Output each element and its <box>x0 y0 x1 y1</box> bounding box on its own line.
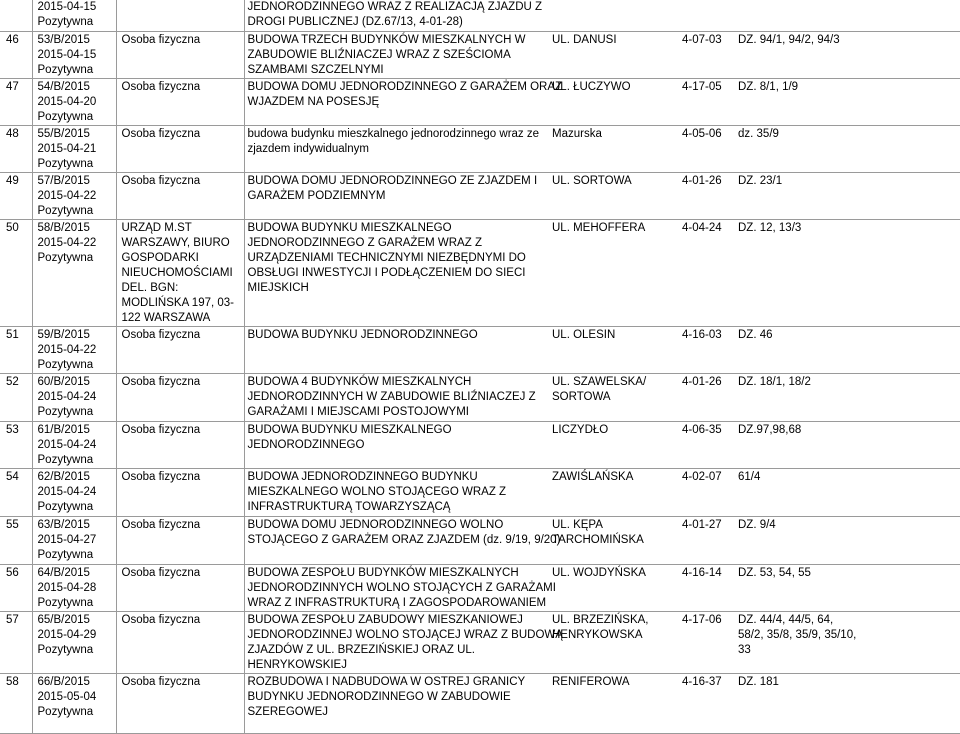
description-text: ZJAZDÓW Z UL. BRZEZIŃSKIEJ ORAZ UL. <box>247 644 475 656</box>
decision-result: Pozytywna <box>37 64 94 76</box>
investor-text: Osoba fizyczna <box>121 519 201 531</box>
cell-obreb <box>682 469 738 517</box>
cell-investor <box>116 126 244 173</box>
cell-description <box>244 32 552 79</box>
decision-result: Pozytywna <box>37 158 94 170</box>
decision-date: 2015-04-24 <box>37 439 97 451</box>
decision-number: 55/B/2015 <box>37 128 90 140</box>
street-text: ZAWIŚLAŃSKA <box>552 471 634 483</box>
description-text: GARAŻEM PODZIEMNYM <box>247 190 386 202</box>
row-number: 54 <box>6 471 19 483</box>
cell-street <box>552 422 682 469</box>
decision-result: Pozytywna <box>37 406 94 418</box>
plots-text: DZ. 23/1 <box>738 175 783 187</box>
plots-text: DZ. 46 <box>738 329 773 341</box>
plots-text: DZ. 181 <box>738 676 779 688</box>
decision-date: 2015-04-21 <box>37 143 97 155</box>
table-row <box>0 0 960 32</box>
decision-number: 58/B/2015 <box>37 222 90 234</box>
street-text: UL. KĘPA <box>552 519 603 531</box>
cell-no <box>0 32 32 79</box>
table-row <box>0 422 960 469</box>
cell-obreb <box>682 173 738 220</box>
street-text: UL. DANUSI <box>552 34 617 46</box>
description-text: MIEJSKICH <box>247 282 309 294</box>
cell-no <box>0 220 32 327</box>
description-text: URZĄDZENIAMI TECHNICZNYMI NIEZBĘDNYMI DO <box>247 252 526 264</box>
row-number: 52 <box>6 376 19 388</box>
plots-text: dz. 35/9 <box>738 128 779 140</box>
decision-date: 2015-04-24 <box>37 486 97 498</box>
description-text: DROGI PUBLICZNEJ (DZ.67/13, 4-01-28) <box>247 16 463 28</box>
cell-decision <box>32 612 116 674</box>
decision-number: 2015-04-15 <box>37 1 97 13</box>
cell-no <box>0 126 32 173</box>
row-number: 48 <box>6 128 19 140</box>
cell-investor <box>116 220 244 327</box>
description-text: BUDOWA 4 BUDYNKÓW MIESZKALNYCH <box>247 376 472 388</box>
cell-description <box>244 612 563 674</box>
cell-investor <box>116 79 244 126</box>
description-text: JEDNORODZINNEJ WOLNO STOJĄCEJ WRAZ Z BUDOWĄ <box>247 629 563 641</box>
decision-date: 2015-04-15 <box>37 49 97 61</box>
cell-no <box>0 0 32 32</box>
decision-number: 66/B/2015 <box>37 676 90 688</box>
investor-text: WARSZAWY, BIURO <box>121 237 230 249</box>
cell-obreb <box>682 220 738 327</box>
decision-result: Pozytywna <box>37 359 94 371</box>
investor-text: Osoba fizyczna <box>121 471 201 483</box>
street-text: UL. BRZEZIŃSKA, <box>552 614 649 626</box>
table-row <box>0 126 960 173</box>
cell-no <box>0 674 32 734</box>
cell-no <box>0 327 32 374</box>
description-text: WJAZDEM NA POSESJĘ <box>247 96 380 108</box>
investor-text: Osoba fizyczna <box>121 567 201 579</box>
cell-description <box>244 126 552 173</box>
cell-description <box>244 469 552 517</box>
cell-decision <box>32 374 116 422</box>
description-text: BUDOWA TRZECH BUDYNKÓW MIESZKALNYCH W <box>247 34 526 46</box>
decision-date: 2015-04-20 <box>37 96 97 108</box>
decision-number: 59/B/2015 <box>37 329 90 341</box>
description-text: JEDNORODZINNEGO <box>247 439 365 451</box>
decision-result: Pozytywna <box>37 644 94 656</box>
cell-investor <box>116 674 244 734</box>
plots-text: 33 <box>738 644 751 656</box>
description-text: ROZBUDOWA I NADBUDOWA W OSTREJ GRANICY <box>247 676 526 688</box>
cell-plots <box>738 220 960 327</box>
cell-no <box>0 79 32 126</box>
cell-description <box>244 565 556 612</box>
row-number: 58 <box>6 676 19 688</box>
decision-date: 2015-04-22 <box>37 237 97 249</box>
cell-investor <box>116 32 244 79</box>
table-row <box>0 565 960 612</box>
investor-text: GOSPODARKI <box>121 252 199 264</box>
cell-plots <box>738 612 960 674</box>
decision-result: Pozytywna <box>37 252 94 264</box>
cell-street <box>552 374 682 422</box>
cell-plots <box>738 327 960 374</box>
cell-no <box>0 374 32 422</box>
description-text: OBSŁUGI INWESTYCJI I PODŁĄCZENIEM DO SIECI <box>247 267 526 279</box>
cell-plots <box>738 32 960 79</box>
cell-decision <box>32 517 116 565</box>
table-row <box>0 674 960 734</box>
decision-number: 60/B/2015 <box>37 376 90 388</box>
obreb-text: 4-01-26 <box>682 376 722 388</box>
plots-text: DZ. 9/4 <box>738 519 776 531</box>
cell-description <box>244 374 552 422</box>
cell-decision <box>32 0 116 32</box>
cell-plots <box>738 173 960 220</box>
row-number: 53 <box>6 424 19 436</box>
decision-number: 64/B/2015 <box>37 567 90 579</box>
cell-decision <box>32 79 116 126</box>
cell-street <box>552 126 682 173</box>
cell-decision <box>32 126 116 173</box>
cell-decision <box>32 173 116 220</box>
cell-street <box>552 565 682 612</box>
description-text: budowa budynku mieszkalnego jednorodzinnego wraz ze <box>247 128 540 140</box>
investor-text: Osoba fizyczna <box>121 34 201 46</box>
decision-result: Pozytywna <box>37 205 94 217</box>
description-text: JEDNORODZINNEGO Z GARAŻEM WRAZ Z <box>247 237 482 249</box>
plots-text: DZ. 12, 13/3 <box>738 222 802 234</box>
decision-result: Pozytywna <box>37 454 94 466</box>
description-text: GARAŻAMI I MIEJSCAMI POSTOJOWYMI <box>247 406 469 418</box>
investor-text: MODLIŃSKA 197, 03- <box>121 297 234 309</box>
row-number: 55 <box>6 519 19 531</box>
obreb-text: 4-07-03 <box>682 34 722 46</box>
decision-number: 61/B/2015 <box>37 424 90 436</box>
decision-number: 57/B/2015 <box>37 175 90 187</box>
cell-description <box>244 0 552 32</box>
obreb-text: 4-16-14 <box>682 567 722 579</box>
description-text: STOJĄCEGO Z GARAŻEM ORAZ ZJAZDEM (dz. 9/19, 9/20) <box>247 534 561 546</box>
cell-street <box>552 327 682 374</box>
description-text: BUDOWA DOMU JEDNORODZINNEGO ZE ZJAZDEM I <box>247 175 538 187</box>
cell-description <box>244 79 563 126</box>
table-row <box>0 517 960 565</box>
cell-plots <box>738 674 960 734</box>
street-text: Mazurska <box>552 128 602 140</box>
obreb-text: 4-01-27 <box>682 519 722 531</box>
plots-text: 61/4 <box>738 471 761 483</box>
description-text: BUDOWA DOMU JEDNORODZINNEGO Z GARAŻEM ORAZ <box>247 81 563 93</box>
decision-number: 54/B/2015 <box>37 81 90 93</box>
cell-obreb <box>682 374 738 422</box>
decision-date: 2015-04-22 <box>37 344 97 356</box>
description-text: INFRASTRUKTURĄ TOWARZYSZĄCĄ <box>247 501 451 513</box>
decision-date: 2015-04-24 <box>37 391 97 403</box>
table-row <box>0 374 960 422</box>
obreb-text: 4-16-37 <box>682 676 722 688</box>
decision-date: 2015-05-04 <box>37 691 97 703</box>
street-text: UL. WOJDYŃSKA <box>552 567 646 579</box>
plots-text: DZ. 44/4, 44/5, 64, <box>738 614 834 626</box>
row-number: 47 <box>6 81 19 93</box>
row-number: 51 <box>6 329 19 341</box>
description-text: zjazdem indywidualnym <box>247 143 369 155</box>
description-text: BUDOWA BUDYNKU MIESZKALNEGO <box>247 424 452 436</box>
cell-street <box>552 220 682 327</box>
investor-text: URZĄD M.ST <box>121 222 192 234</box>
decision-number: 63/B/2015 <box>37 519 90 531</box>
plots-text: DZ. 94/1, 94/2, 94/3 <box>738 34 840 46</box>
cell-investor <box>116 327 244 374</box>
street-text: LICZYDŁO <box>552 424 609 436</box>
row-number: 50 <box>6 222 19 234</box>
description-text: BUDYNKU JEDNORODZINNEGO W ZABUDOWIE <box>247 691 511 703</box>
cell-decision <box>32 327 116 374</box>
cell-description <box>244 517 561 565</box>
street-text: SORTOWA <box>552 391 611 403</box>
cell-description <box>244 422 552 469</box>
cell-investor <box>116 517 244 565</box>
decision-result: Pozytywna <box>37 706 94 718</box>
cell-description <box>244 173 552 220</box>
cell-investor <box>116 173 244 220</box>
table-row <box>0 327 960 374</box>
cell-obreb <box>682 0 738 32</box>
investor-text: Osoba fizyczna <box>121 676 201 688</box>
cell-description <box>244 220 552 327</box>
obreb-text: 4-01-26 <box>682 175 722 187</box>
description-text: BUDOWA ZESPOŁU BUDYNKÓW MIESZKALNYCH <box>247 567 519 579</box>
decision-date: 2015-04-29 <box>37 629 97 641</box>
investor-text: DEL. BGN: <box>121 282 179 294</box>
plots-text: DZ. 18/1, 18/2 <box>738 376 811 388</box>
table-row <box>0 173 960 220</box>
row-number: 49 <box>6 175 19 187</box>
cell-plots <box>738 469 960 517</box>
cell-investor <box>116 565 244 612</box>
table-row <box>0 612 960 674</box>
cell-plots <box>738 79 960 126</box>
description-text: BUDOWA ZESPOŁU ZABUDOWY MIESZKANIOWEJ <box>247 614 523 626</box>
description-text: JEDNORODZINNEGO WRAZ Z REALIZACJĄ ZJAZDU Z <box>247 1 543 13</box>
cell-obreb <box>682 32 738 79</box>
cell-obreb <box>682 612 738 674</box>
cell-investor <box>116 469 244 517</box>
cell-obreb <box>682 422 738 469</box>
cell-street <box>552 469 682 517</box>
decision-number: 62/B/2015 <box>37 471 90 483</box>
description-text: BUDOWA BUDYNKU MIESZKALNEGO <box>247 222 452 234</box>
table-row <box>0 469 960 517</box>
obreb-text: 4-04-24 <box>682 222 722 234</box>
cell-description <box>244 327 552 374</box>
table-row <box>0 220 960 327</box>
decision-result: Pozytywna <box>37 16 94 28</box>
decision-date: 2015-04-22 <box>37 190 97 202</box>
cell-no <box>0 173 32 220</box>
cell-street <box>552 173 682 220</box>
cell-investor <box>116 422 244 469</box>
street-text: UL. SZAWELSKA/ <box>552 376 647 388</box>
investor-text: 122 WARSZAWA <box>121 312 211 324</box>
cell-description <box>244 674 552 734</box>
cell-decision <box>32 32 116 79</box>
cell-obreb <box>682 79 738 126</box>
decision-result: Pozytywna <box>37 549 94 561</box>
cell-plots <box>738 0 960 32</box>
investor-text: Osoba fizyczna <box>121 376 201 388</box>
cell-obreb <box>682 674 738 734</box>
decision-result: Pozytywna <box>37 501 94 513</box>
table-row <box>0 79 960 126</box>
street-text: UL. ŁUCZYWO <box>552 81 631 93</box>
street-text: TARCHOMIŃSKA <box>552 534 644 546</box>
description-text: JEDNORODZINNYCH WOLNO STOJĄCYCH Z GARAŻAMI <box>247 582 556 594</box>
description-text: SZAMBAMI SZCZELNYMI <box>247 64 384 76</box>
description-text: BUDOWA DOMU JEDNORODZINNEGO WOLNO <box>247 519 504 531</box>
obreb-text: 4-17-06 <box>682 614 722 626</box>
street-text: UL. MEHOFFERA <box>552 222 646 234</box>
description-text: WRAZ Z INFRASTRUKTURĄ I ZAGOSPODAROWANIEM <box>247 597 547 609</box>
cell-street <box>552 0 682 32</box>
street-text: HENRYKOWSKA <box>552 629 643 641</box>
investor-text: Osoba fizyczna <box>121 329 201 341</box>
street-text: UL. SORTOWA <box>552 175 632 187</box>
cell-decision <box>32 220 116 327</box>
obreb-text: 4-17-05 <box>682 81 722 93</box>
cell-obreb <box>682 517 738 565</box>
obreb-text: 4-06-35 <box>682 424 722 436</box>
cell-no <box>0 469 32 517</box>
description-text: MIESZKALNEGO WOLNO STOJĄCEGO WRAZ Z <box>247 486 507 498</box>
table-row <box>0 32 960 79</box>
plots-text: 58/2, 35/8, 35/9, 35/10, <box>738 629 857 641</box>
row-number: 46 <box>6 34 19 46</box>
obreb-text: 4-16-03 <box>682 329 722 341</box>
cell-street <box>552 674 682 734</box>
cell-investor <box>116 374 244 422</box>
cell-no <box>0 612 32 674</box>
cell-obreb <box>682 565 738 612</box>
cell-decision <box>32 565 116 612</box>
cell-no <box>0 565 32 612</box>
cell-street <box>552 612 682 674</box>
plots-text: DZ.97,98,68 <box>738 424 802 436</box>
cell-obreb <box>682 327 738 374</box>
decision-date: 2015-04-28 <box>37 582 97 594</box>
cell-investor <box>116 612 244 674</box>
row-number: 56 <box>6 567 19 579</box>
cell-street <box>552 79 682 126</box>
cell-plots <box>738 565 960 612</box>
investor-text: Osoba fizyczna <box>121 175 201 187</box>
decision-number: 53/B/2015 <box>37 34 90 46</box>
street-text: UL. OLESIN <box>552 329 616 341</box>
description-text: BUDOWA BUDYNKU JEDNORODZINNEGO <box>247 329 478 341</box>
description-text: SZEREGOWEJ <box>247 706 329 718</box>
investor-text: Osoba fizyczna <box>121 614 201 626</box>
cell-no <box>0 517 32 565</box>
cell-plots <box>738 517 960 565</box>
description-text: ZABUDOWIE BLIŹNIACZEJ WRAZ Z SZEŚCIOMA <box>247 49 511 61</box>
plots-text: DZ. 53, 54, 55 <box>738 567 811 579</box>
cell-obreb <box>682 126 738 173</box>
cell-plots <box>738 126 960 173</box>
cell-plots <box>738 422 960 469</box>
cell-street <box>552 32 682 79</box>
obreb-text: 4-05-06 <box>682 128 722 140</box>
decision-result: Pozytywna <box>37 111 94 123</box>
investor-text: Osoba fizyczna <box>121 81 201 93</box>
cell-decision <box>32 422 116 469</box>
description-text: BUDOWA JEDNORODZINNEGO BUDYNKU <box>247 471 478 483</box>
investor-text: NIEUCHOMOŚCIAMI <box>121 267 233 279</box>
cell-decision <box>32 469 116 517</box>
obreb-text: 4-02-07 <box>682 471 722 483</box>
decision-date: 2015-04-27 <box>37 534 97 546</box>
description-text: JEDNORODZINNYCH W ZABUDOWIE BLIŹNIACZEJ Z <box>247 391 536 403</box>
row-number: 57 <box>6 614 19 626</box>
description-text: HENRYKOWSKIEJ <box>247 659 347 671</box>
cell-no <box>0 422 32 469</box>
cell-investor <box>116 0 244 32</box>
cell-decision <box>32 674 116 734</box>
investor-text: Osoba fizyczna <box>121 128 201 140</box>
decision-result: Pozytywna <box>37 597 94 609</box>
decision-number: 65/B/2015 <box>37 614 90 626</box>
investor-text: Osoba fizyczna <box>121 424 201 436</box>
street-text: RENIFEROWA <box>552 676 630 688</box>
cell-street <box>552 517 682 565</box>
cell-plots <box>738 374 960 422</box>
plots-text: DZ. 8/1, 1/9 <box>738 81 799 93</box>
